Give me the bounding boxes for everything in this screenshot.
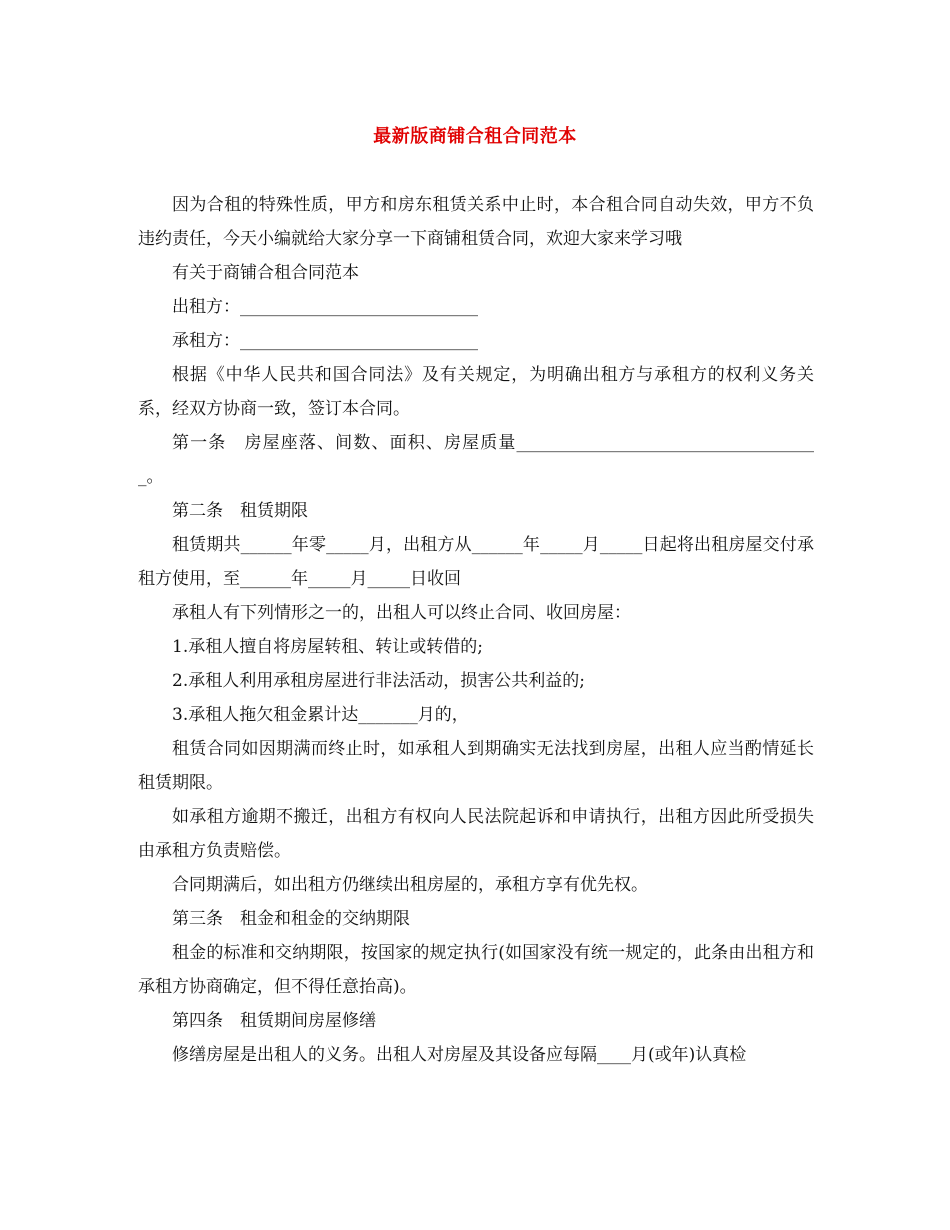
list-item-3: 3.承租人拖欠租金累计达_______月的，: [172, 705, 469, 725]
paragraph-priority: 合同期满后，如出租方仍继续出租房屋的，承租方享有优先权。: [172, 875, 648, 895]
list-item-2: 2.承租人利用承租房屋进行非法活动，损害公共利益的;: [172, 671, 585, 691]
paragraph-term: 租赁期共______年零_____月，出租方从______年_____月_____日起将出租房屋交付承租方使用，至______年_____月_____日收回: [138, 535, 814, 589]
paragraph-intro-2: 有关于商铺合租合同范本: [172, 263, 359, 283]
document-body: [138, 188, 814, 1072]
lessor-line: 出租方：____________________________: [172, 297, 478, 317]
paragraph-intro-1: 因为合租的特殊性质，甲方和房东租赁关系中止时，本合租合同自动失效，甲方不负违约责任，今天小编就给大家分享一下商铺租赁合同，欢迎大家来学习哦: [138, 195, 814, 249]
paragraph-overdue: 如承租方逾期不搬迁，出租方有权向人民法院起诉和申请执行，出租方因此所受损失由承租方负责赔偿。: [138, 807, 814, 861]
paragraph-repair: 修缮房屋是出租人的义务。出租人对房屋及其设备应每隔____月(或年)认真检: [172, 1045, 747, 1065]
article-3-heading: 第三条 租金和租金的交纳期限: [172, 909, 410, 929]
paragraph-termination: 承租人有下列情形之一的，出租人可以终止合同、收回房屋：: [172, 603, 631, 623]
paragraph-rent: 租金的标准和交纳期限，按国家的规定执行(如国家没有统一规定的，此条由出租方和承租方协商确定，但不得任意抬高)。: [138, 943, 814, 997]
paragraph-basis: 根据《中华人民共和国合同法》及有关规定，为明确出租方与承租方的权利义务关系，经双方协商一致，签订本合同。: [138, 365, 814, 419]
article-2-heading: 第二条 租赁期限: [172, 501, 308, 521]
lessee-line: 承租方：____________________________: [172, 331, 478, 351]
article-1: 第一条 房屋座落、间数、面积、房屋质量____________________________________。: [138, 433, 814, 487]
article-4-heading: 第四条 租赁期间房屋修缮: [172, 1011, 376, 1031]
list-item-1: 1.承租人擅自将房屋转租、转让或转借的;: [172, 637, 483, 657]
paragraph-extension: 租赁合同如因期满而终止时，如承租人到期确实无法找到房屋，出租人应当酌情延长租赁期限。: [138, 739, 814, 793]
document-title: 最新版商铺合租合同范本: [373, 126, 577, 147]
